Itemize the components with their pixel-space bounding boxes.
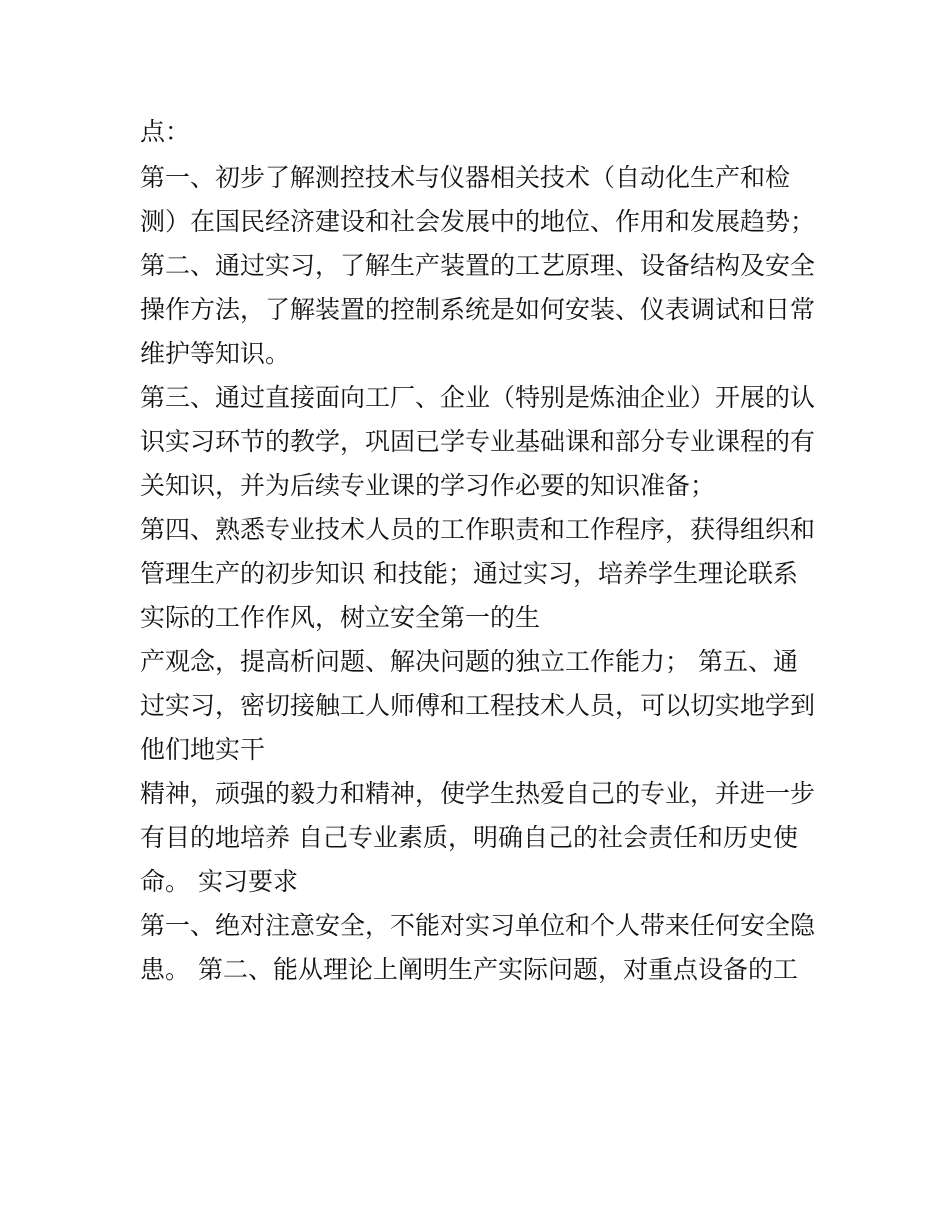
text-line: 测）在国民经济建设和社会发展中的地位、作用和发展趋势； [140, 207, 816, 236]
text-line: 命。 实习要求 [140, 867, 298, 896]
text-line: 第一、绝对注意安全，不能对实习单位和个人带来任何安全隐 [140, 911, 816, 940]
text-line: 实际的工作作风，树立安全第一的生 [140, 603, 541, 632]
document-body [140, 110, 820, 992]
text-line: 第四、熟悉专业技术人员的工作职责和工作程序，获得组织和 [140, 515, 816, 544]
text-line: 精神，顽强的毅力和精神，使学生热爱自己的专业，并进一步 [140, 779, 816, 808]
text-line: 识实习环节的教学，巩固已学专业基础课和部分专业课程的有 [140, 427, 816, 456]
text-line: 管理生产的初步知识 和技能；通过实习，培养学生理论联系 [140, 559, 798, 588]
text-line: 产观念，提高析问题、解决问题的独立工作能力； 第五、通 [140, 647, 798, 676]
text-line: 他们地实干 [140, 735, 266, 764]
text-line: 点： [140, 117, 191, 146]
text-line: 第二、通过实习，了解生产装置的工艺原理、设备结构及安全 [140, 251, 816, 280]
text-line: 有目的地培养 自己专业素质，明确自己的社会责任和历史使 [140, 823, 798, 852]
text-line: 第一、初步了解测控技术与仪器相关技术（自动化生产和检 [140, 163, 791, 192]
text-line: 过实习，密切接触工人师傅和工程技术人员，可以切实地学到 [140, 691, 816, 720]
text-line: 维护等知识。 [140, 339, 291, 368]
text-line: 第三、通过直接面向工厂、企业（特别是炼油企业）开展的认 [140, 383, 816, 412]
text-line: 操作方法，了解装置的控制系统是如何安装、仪表调试和日常 [140, 295, 816, 324]
text-line: 患。 第二、能从理论上阐明生产实际问题，对重点设备的工 [140, 955, 798, 984]
text-line: 关知识，并为后续专业课的学习作必要的知识准备； [140, 471, 716, 500]
